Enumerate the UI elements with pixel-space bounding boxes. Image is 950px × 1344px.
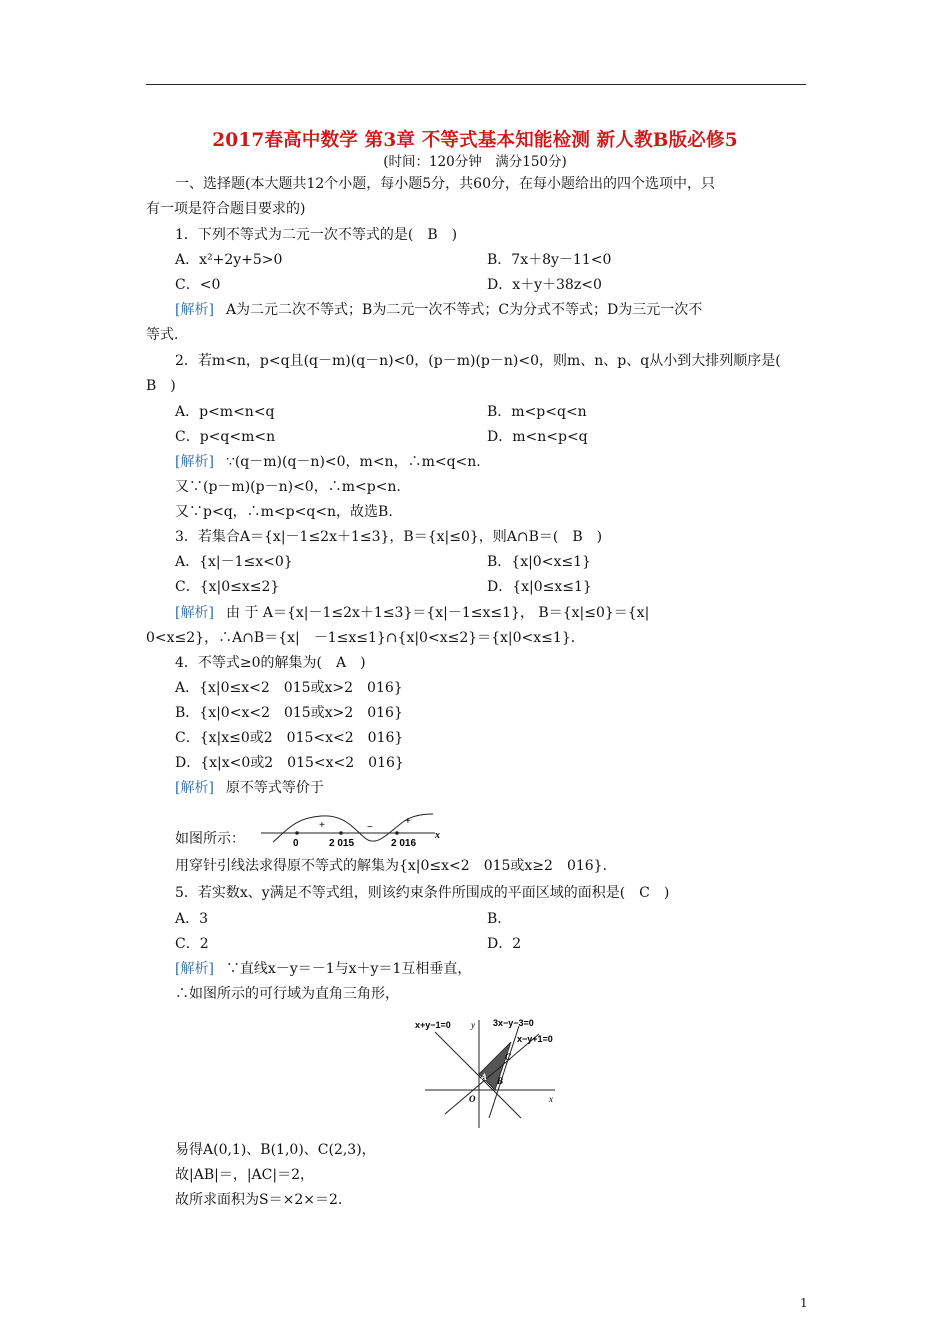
page-number: 1: [800, 1296, 808, 1310]
line-x-minus-y: [445, 1034, 539, 1114]
text-line: [487, 251, 611, 269]
text-line: [175, 704, 403, 722]
label-zero: 0: [293, 838, 299, 849]
page-subtitle: (时间：120分钟 满分150分): [383, 154, 567, 170]
line-text: D．m<n<p<q: [487, 429, 588, 445]
line-text: A．x²+2y+5>0: [175, 252, 283, 268]
analysis-label: [解析]: [175, 961, 214, 977]
text-line: [487, 553, 591, 571]
label-l1: x+y−1=0: [415, 1020, 451, 1030]
text-line: [175, 960, 471, 978]
text-line: [175, 830, 245, 848]
line-text: 有一项是符合题目要求的): [146, 201, 306, 217]
label-point-c: C: [505, 1052, 512, 1062]
text-line: [175, 679, 403, 697]
line-text: A．{x|0≤x<2 015或x>2 016}: [175, 680, 403, 696]
text-line: [175, 754, 404, 772]
text-line: [175, 428, 275, 446]
sign-plus-1: +: [319, 820, 325, 831]
line-text: A．3: [175, 911, 209, 927]
line-text: A．p<m<n<q: [175, 404, 275, 420]
feasible-region-figure: [415, 1014, 575, 1130]
line-text: A．{x|－1≤x<0}: [175, 554, 293, 570]
text-line: [175, 654, 366, 672]
line-text: 原不等式等价于: [225, 780, 324, 796]
line-text: 故所求面积为S＝×2×＝2.: [175, 1192, 343, 1208]
line-text: 又∵(p－m)(p－n)<0，∴m<p<n.: [175, 479, 401, 495]
text-line: [175, 478, 401, 496]
line-text: C．{x|0≤x≤2}: [175, 579, 280, 595]
analysis-label: [解析]: [175, 780, 214, 796]
label-l3: x−y+1=0: [517, 1034, 553, 1044]
sign-chart-figure: [255, 808, 445, 850]
text-line: [175, 1166, 314, 1184]
line-text: ∵直线x－y＝－1与x＋y＝1互相垂直，: [225, 961, 472, 977]
line-text: 易得A(0,1)、B(1,0)、C(2,3)，: [175, 1142, 376, 1158]
line-text: C．2: [175, 936, 209, 952]
text-line: [175, 276, 220, 294]
line-text: B．{x|0<x<2 015或x>2 016}: [175, 705, 403, 721]
text-line: [175, 175, 715, 193]
line-text: B．{x|0<x≤1}: [487, 554, 591, 570]
line-text: 2．若m<n，p<q且(q－m)(q－n)<0，(p－m)(p－n)<0，则m、n、p、q从小到大排列顺序是(: [175, 353, 781, 369]
axis-x-label: x: [435, 830, 440, 841]
text-line: [175, 578, 279, 596]
analysis-label: [解析]: [175, 605, 214, 621]
text-line: [175, 301, 702, 319]
text-line: [487, 935, 521, 953]
line-text: B．7x＋8y－11<0: [487, 252, 612, 268]
text-line: [487, 403, 587, 421]
line-text: B ): [146, 378, 176, 394]
line-text: D．x＋y＋38z<0: [487, 277, 602, 293]
text-line: [175, 779, 324, 797]
text-line: [175, 528, 602, 546]
text-line: [487, 428, 588, 446]
text-line: [487, 910, 502, 928]
label-y: y: [471, 1020, 475, 1030]
text-line: [175, 884, 669, 902]
line-text: 1．下列不等式为二元一次不等式的是( B ): [175, 227, 458, 243]
text-line: [146, 629, 585, 647]
text-line: [146, 200, 305, 218]
line-text: 4．不等式≥0的解集为( A ): [175, 655, 366, 671]
line-text: 3．若集合A＝{x|－1≤2x＋1≤3}，B＝{x|≤0}，则A∩B＝( B ): [175, 529, 603, 545]
line-text: B．m<p<q<n: [487, 404, 587, 420]
text-line: [175, 503, 393, 521]
line-text: A为二元二次不等式；B为二元一次不等式；C为分式不等式；D为三元一次不: [225, 302, 703, 318]
line-text: ∵(q－m)(q－n)<0，m<n，∴m<q<n.: [225, 454, 481, 470]
label-origin: O: [469, 1094, 476, 1104]
line-text: 如图所示：: [175, 831, 245, 847]
line-text: 0<x≤2}，∴A∩B＝{x| －1≤x≤1}∩{x|0<x≤2}＝{x|0<x≤1}．: [146, 630, 585, 646]
text-line: [175, 985, 399, 1003]
label-2016: 2 016: [391, 838, 417, 849]
text-line: [175, 857, 617, 875]
text-line: [175, 352, 781, 370]
text-line: [146, 326, 188, 344]
text-line: [175, 935, 209, 953]
text-line: [175, 1141, 376, 1159]
sign-plus-2: +: [405, 816, 411, 827]
text-line: [175, 729, 403, 747]
text-line: [487, 276, 602, 294]
text-line: [175, 1191, 342, 1209]
text-line: [175, 251, 282, 269]
text-line: [175, 226, 457, 244]
label-point-b: B: [497, 1076, 504, 1086]
text-line: [146, 377, 176, 395]
page-title: 2017春高中数学 第3章 不等式基本知能检测 新人教B版必修5: [212, 130, 738, 151]
text-line: [175, 453, 481, 471]
label-point-a: A: [481, 1072, 488, 1082]
line-text: C．<0: [175, 277, 221, 293]
text-line: [175, 403, 275, 421]
text-line: [175, 553, 293, 571]
header-rule: [146, 84, 806, 85]
label-l2: 3x−y−3=0: [493, 1018, 534, 1028]
sign-minus: −: [367, 822, 373, 833]
text-line: [175, 604, 649, 622]
line-text: 用穿针引线法求得原不等式的解集为{x|0≤x<2 015或x≥2 016}．: [175, 858, 617, 874]
line-text: 一、选择题(本大题共12个小题，每小题5分，共60分，在每小题给出的四个选项中，只: [175, 176, 715, 192]
line-text: 5．若实数x、y满足不等式组，则该约束条件所围成的平面区域的面积是( C ): [175, 885, 670, 901]
line-text: 又∵p<q，∴m<p<q<n，故选B.: [175, 504, 393, 520]
label-2015: 2 015: [329, 838, 355, 849]
text-line: [487, 578, 592, 596]
label-x: x: [549, 1094, 553, 1104]
analysis-label: [解析]: [175, 454, 214, 470]
line-text: D．{x|x<0或2 015<x<2 016}: [175, 755, 404, 771]
line-text: C．{x|x≤0或2 015<x<2 016}: [175, 730, 404, 746]
line-text: ∴如图所示的可行域为直角三角形，: [175, 986, 399, 1002]
text-line: [175, 910, 208, 928]
line-text: B.: [487, 911, 502, 927]
line-text: D．{x|0≤x≤1}: [487, 579, 592, 595]
line-text: D．2: [487, 936, 522, 952]
line-text: 等式．: [146, 327, 188, 343]
analysis-label: [解析]: [175, 302, 214, 318]
line-text: 故|AB|＝，|AC|＝2，: [175, 1167, 314, 1183]
line-text: 由 于 A＝{x|－1≤2x＋1≤3}＝{x|－1≤x≤1}， B＝{x|≤0}＝{x|: [225, 605, 650, 621]
line-text: C．p<q<m<n: [175, 429, 276, 445]
